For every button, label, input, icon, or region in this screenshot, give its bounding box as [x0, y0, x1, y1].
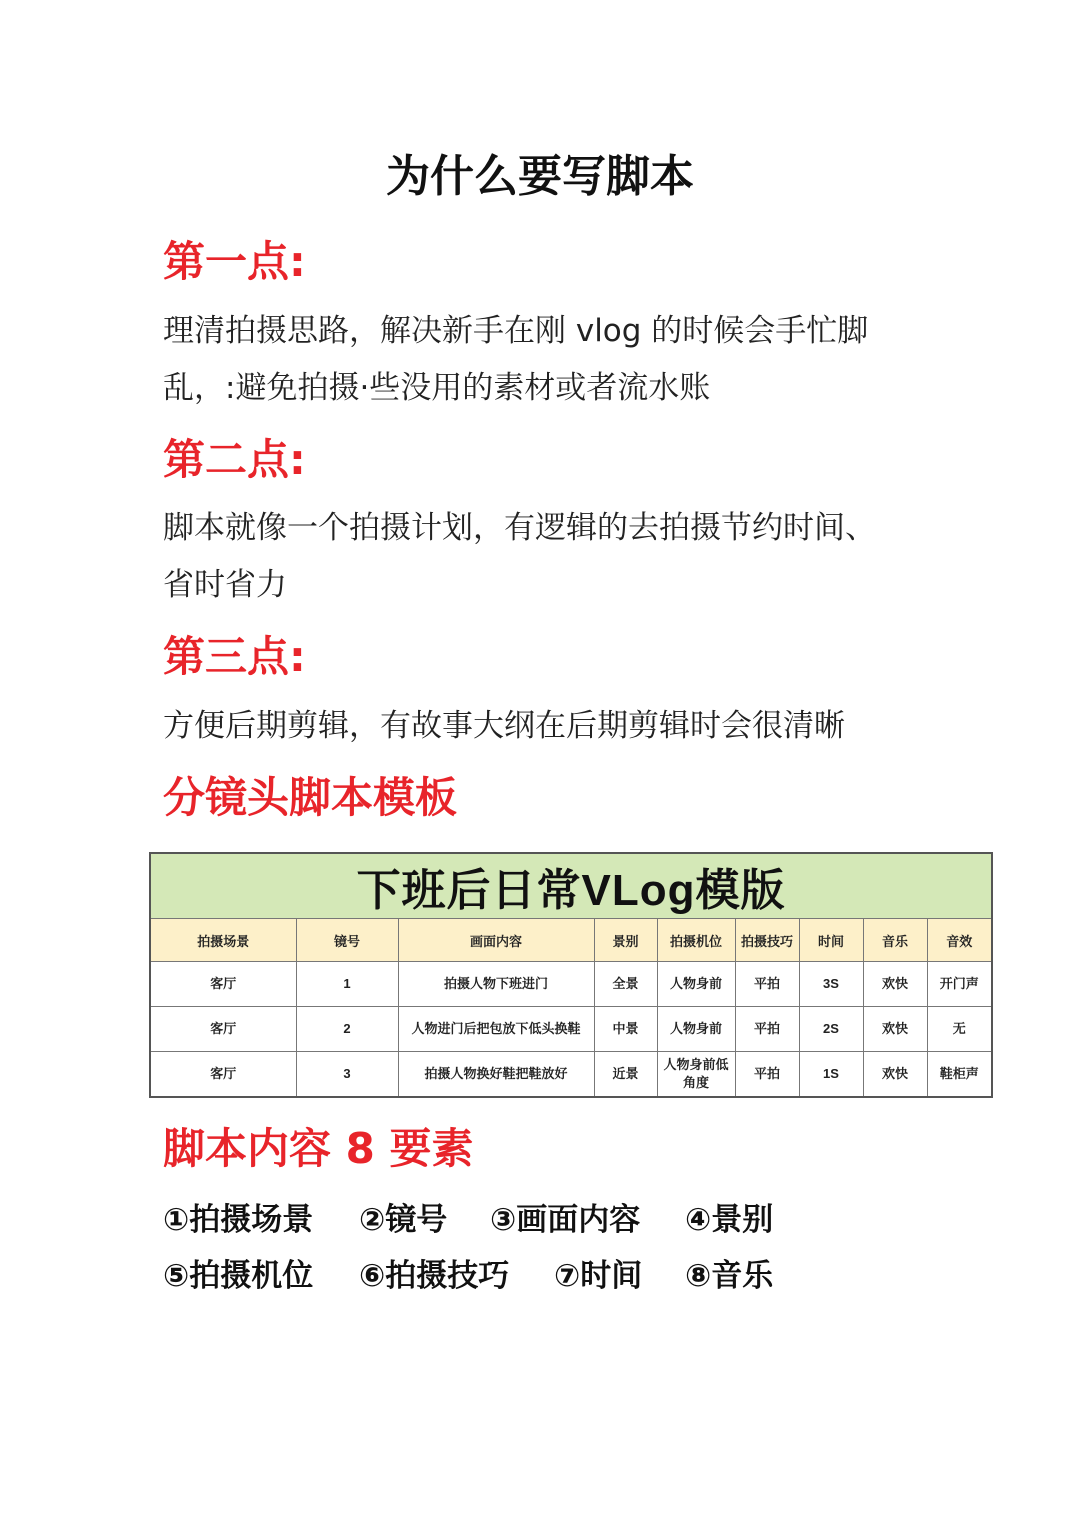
section-2-line-2: 省时省力 — [163, 567, 287, 603]
table-cell: 欢快 — [863, 1007, 927, 1052]
element-item: ⑥拍摄技巧 — [359, 1258, 510, 1294]
table-cell: 全景 — [594, 962, 657, 1007]
template-heading: 分镜头脚本模板 — [163, 773, 458, 822]
table-cell: 1S — [799, 1052, 863, 1098]
section-3-line-1: 方便后期剪辑，有故事大纲在后期剪辑时会很清晰 — [163, 708, 845, 744]
table-row — [150, 962, 992, 1007]
element-item: ③画面内容 — [490, 1202, 641, 1238]
table-cell: 欢快 — [863, 962, 927, 1007]
col-header-sound-effect: 音效 — [927, 919, 992, 962]
table-cell: 欢快 — [863, 1052, 927, 1098]
col-header-technique: 拍摄技巧 — [735, 919, 799, 962]
table-cell: 平拍 — [735, 1007, 799, 1052]
storyboard-template-table — [149, 852, 993, 1098]
table-cell: 鞋柜声 — [927, 1052, 992, 1098]
table-cell: 近景 — [594, 1052, 657, 1098]
table-cell: 平拍 — [735, 962, 799, 1007]
table-cell: 2S — [799, 1007, 863, 1052]
col-header-shot-number: 镜号 — [296, 919, 398, 962]
table-cell: 1 — [296, 962, 398, 1007]
section-2-line-1: 脚本就像一个拍摄计划，有逻辑的去拍摄节约时间、 — [163, 510, 876, 546]
section-3-body — [163, 698, 963, 755]
table-cell: 中景 — [594, 1007, 657, 1052]
table-cell: 3 — [296, 1052, 398, 1098]
table-row — [150, 1052, 992, 1098]
section-1-heading: 第一点: — [163, 237, 306, 286]
col-header-shot-size: 景别 — [594, 919, 657, 962]
table-cell: 客厅 — [150, 1052, 296, 1098]
section-2-heading: 第二点: — [163, 435, 306, 484]
col-header-camera-position: 拍摄机位 — [657, 919, 735, 962]
section-1-body — [163, 303, 963, 417]
col-header-music: 音乐 — [863, 919, 927, 962]
elements-heading: 脚本内容 8 要素 — [163, 1124, 474, 1173]
table-header-row — [150, 919, 992, 962]
col-header-content: 画面内容 — [398, 919, 594, 962]
table-cell: 拍摄人物下班进门 — [398, 962, 594, 1007]
section-3-heading: 第三点: — [163, 632, 306, 681]
table-cell: 平拍 — [735, 1052, 799, 1098]
element-item: ②镜号 — [359, 1202, 448, 1238]
element-item: ①拍摄场景 — [163, 1202, 314, 1238]
table-cell: 2 — [296, 1007, 398, 1052]
table-cell: 人物身前 — [657, 962, 735, 1007]
table-cell: 人物进门后把包放下低头换鞋 — [398, 1007, 594, 1052]
col-header-time: 时间 — [799, 919, 863, 962]
section-2-body — [163, 500, 963, 614]
table-cell: 拍摄人物换好鞋把鞋放好 — [398, 1052, 594, 1098]
section-1-line-2: 乱，:避免拍摄·些没用的素材或者流水账 — [163, 370, 711, 406]
table-cell: 客厅 — [150, 962, 296, 1007]
col-header-scene: 拍摄场景 — [150, 919, 296, 962]
table-cell: 开门声 — [927, 962, 992, 1007]
table-row — [150, 1007, 992, 1052]
table-cell: 无 — [927, 1007, 992, 1052]
element-item: ⑦时间 — [554, 1258, 643, 1294]
section-1-line-1: 理清拍摄思路，解决新手在刚 vlog 的时候会手忙脚 — [163, 313, 869, 349]
table-cell: 客厅 — [150, 1007, 296, 1052]
element-item: ④景别 — [685, 1202, 774, 1238]
table-cell: 人物身前 — [657, 1007, 735, 1052]
table-cell: 人物身前低角度 — [657, 1052, 735, 1098]
page-title: 为什么要写脚本 — [386, 151, 694, 202]
element-item: ⑧音乐 — [685, 1258, 774, 1294]
element-item: ⑤拍摄机位 — [163, 1258, 314, 1294]
table-title: 下班后日常VLog模版 — [150, 853, 992, 919]
table-cell: 3S — [799, 962, 863, 1007]
